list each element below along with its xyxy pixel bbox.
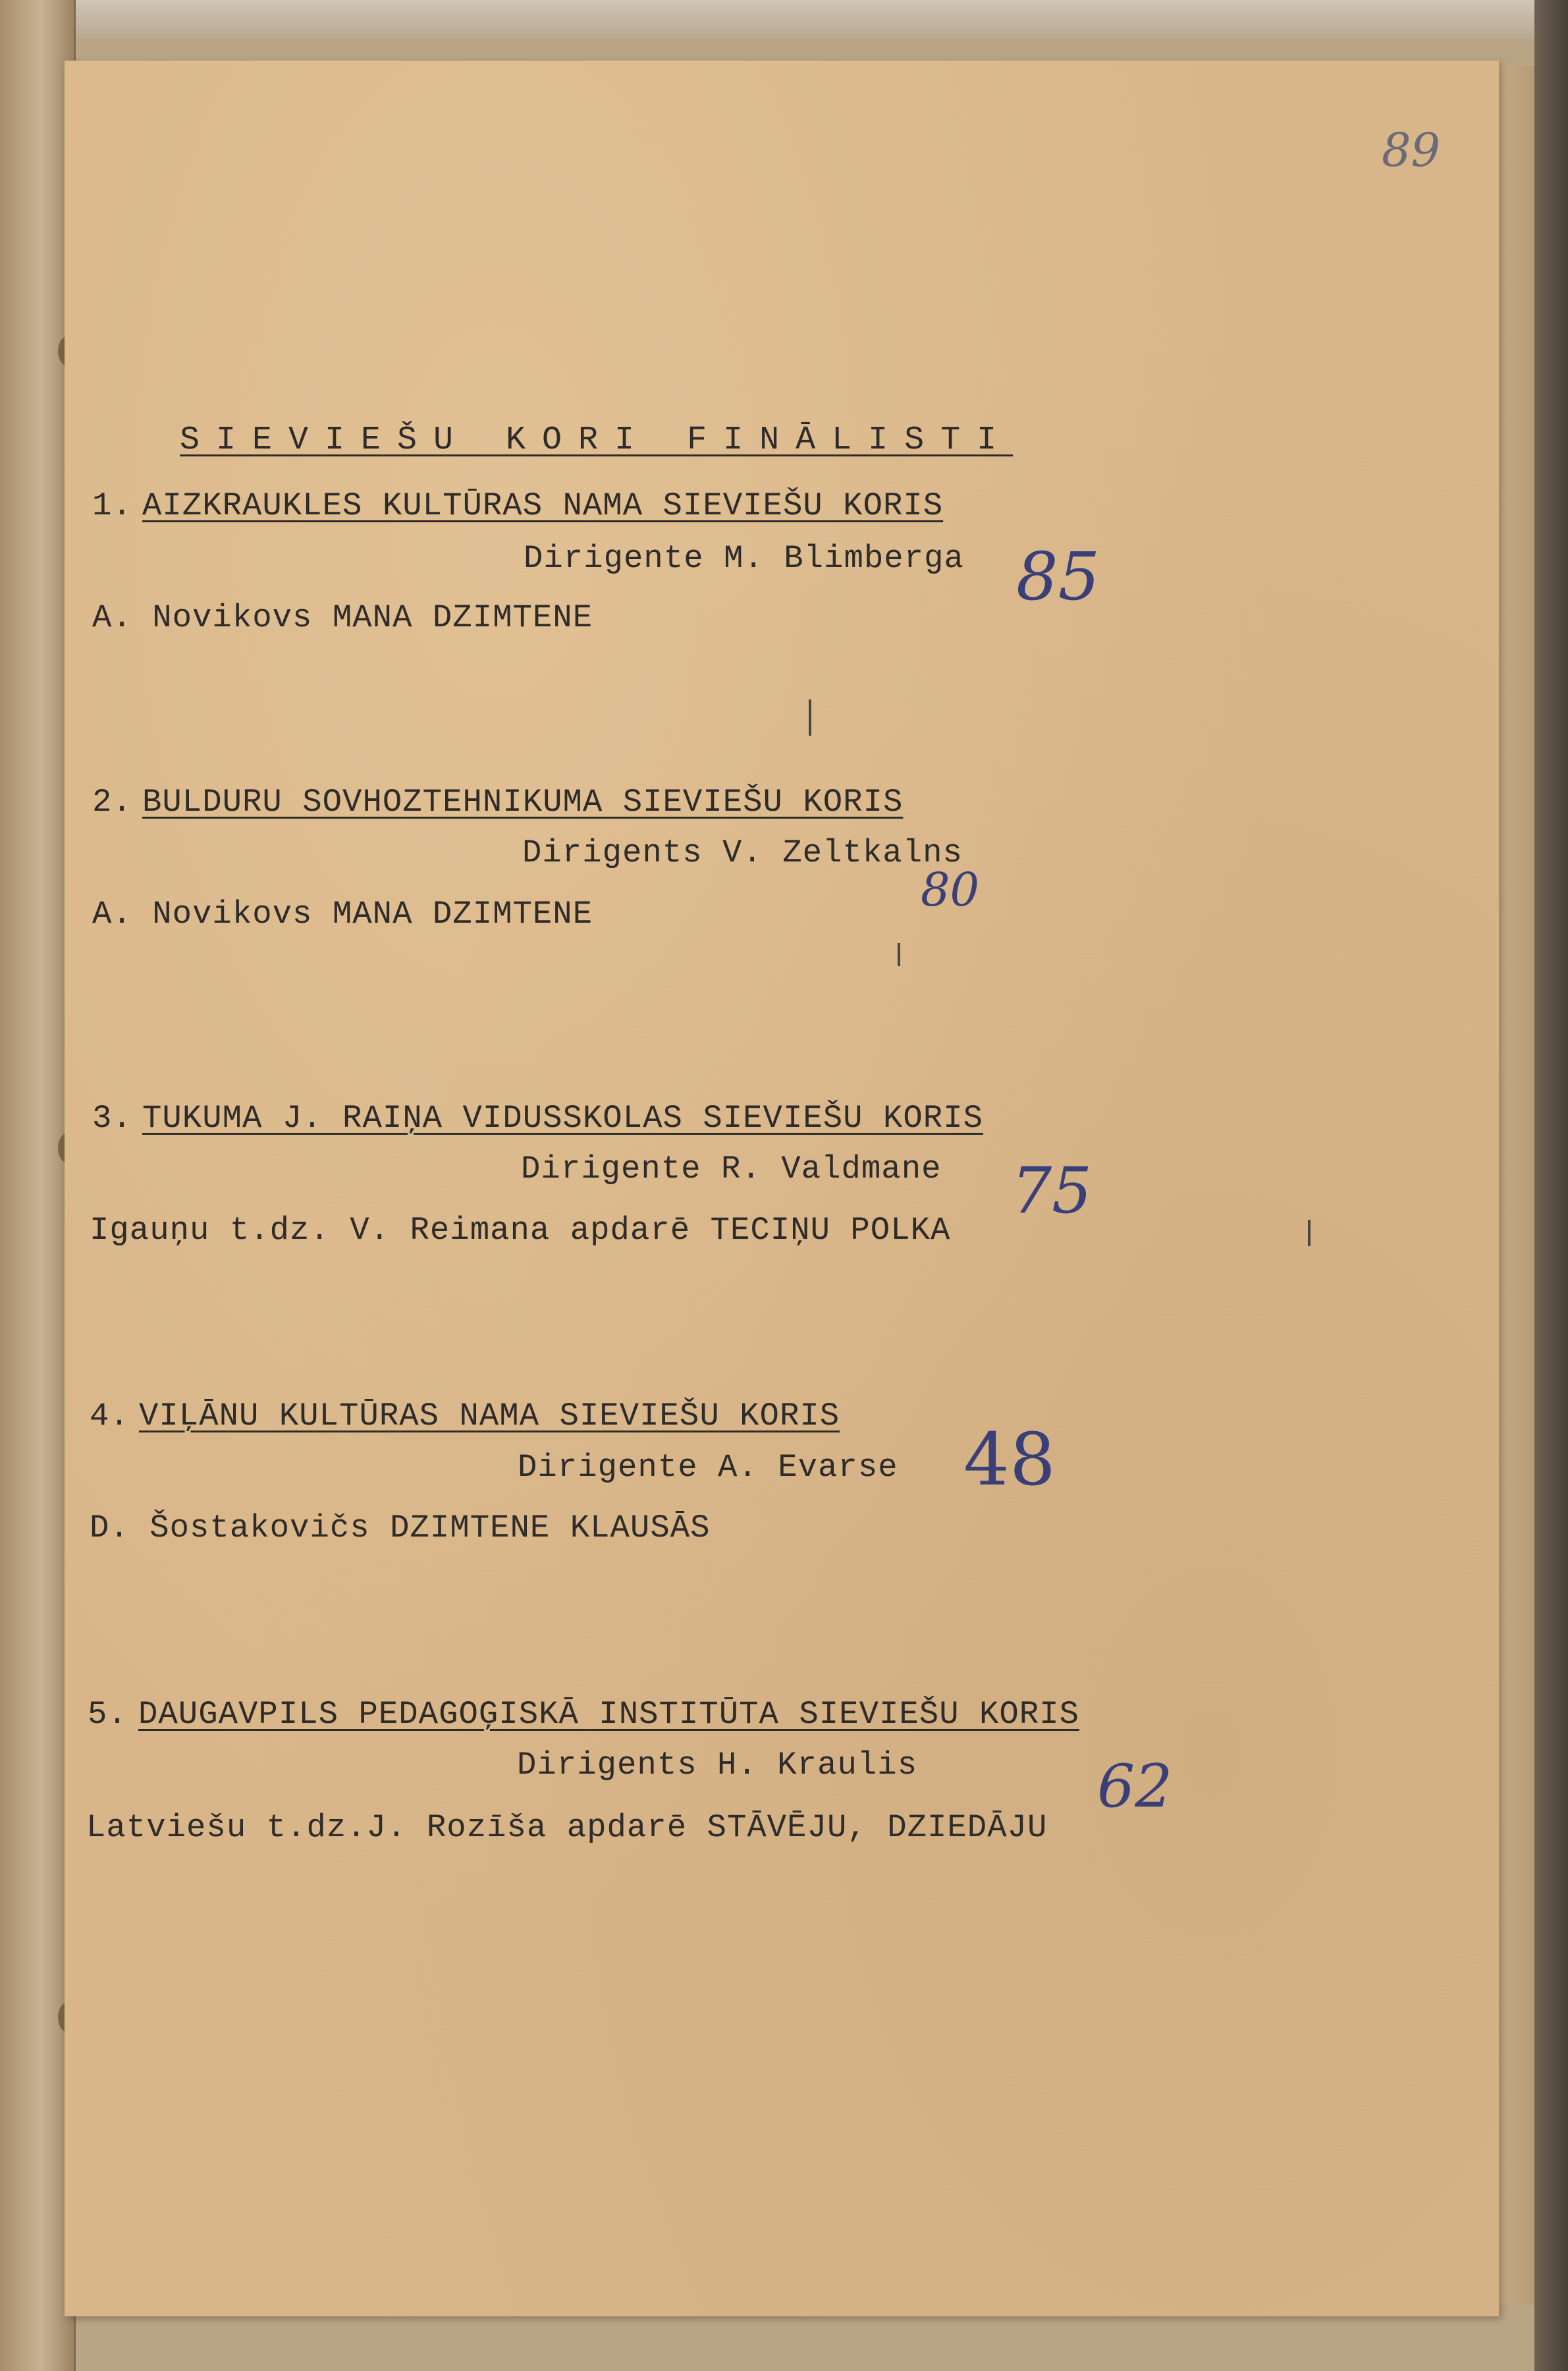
entry-2-number: 2. [92, 784, 132, 821]
top-edge [0, 0, 1568, 40]
right-edge-shadow [1534, 0, 1568, 2371]
entry-1-piece: A. Novikovs MANA DZIMTENE [92, 599, 593, 636]
page-heading: SIEVIEŠU KORI FINĀLISTI [180, 422, 1014, 459]
entry-2-conductor: Dirigents V. Zeltkalns [522, 834, 963, 871]
page-number: 89 [1382, 123, 1441, 177]
entry-1-choir: AIZKRAUKLES KULTŪRAS NAMA SIEVIEŠU KORIS [142, 487, 944, 524]
entry-3-choir: TUKUMA J. RAIŅA VIDUSSKOLAS SIEVIEŠU KORIS [142, 1100, 984, 1137]
entry-4-number: 4. [90, 1398, 130, 1434]
entry-2-piece: A. Novikovs MANA DZIMTENE [92, 896, 593, 933]
entry-1-score: 85 [1016, 538, 1100, 615]
entry-5-piece: Latviešu t.dz.J. Rozīša apdarē STĀVĒJU, DZIEDĀJU [86, 1809, 1048, 1846]
entry-2-choir: BULDURU SOVHOZTEHNIKUMA SIEVIEŠU KORIS [142, 784, 904, 821]
entry-1-number: 1. [92, 487, 132, 524]
entry-3-conductor: Dirigente R. Valdmane [521, 1151, 942, 1187]
pen-mark [809, 699, 811, 736]
pen-mark [898, 943, 900, 966]
entry-4-conductor: Dirigente A. Evarse [518, 1449, 898, 1486]
entry-1-conductor: Dirigente M. Blimberga [524, 540, 964, 577]
entry-4-piece: D. Šostakovičs DZIMTENE KLAUSĀS [90, 1510, 711, 1546]
entry-4-choir: VIĻĀNU KULTŪRAS NAMA SIEVIEŠU KORIS [139, 1398, 840, 1434]
entry-2-score: 80 [921, 863, 980, 917]
document-page [65, 61, 1499, 2316]
entry-3-piece: Igauņu t.dz. V. Reimana apdarē TECIŅU POLKA [90, 1212, 951, 1249]
entry-3-number: 3. [92, 1100, 132, 1137]
entry-5-number: 5. [88, 1696, 128, 1733]
pen-mark [1308, 1220, 1311, 1246]
entry-3-score: 75 [1012, 1154, 1093, 1228]
entry-4-score: 48 [963, 1417, 1056, 1502]
entry-5-score: 62 [1097, 1752, 1173, 1821]
entry-5-conductor: Dirigents H. Kraulis [517, 1747, 918, 1784]
entry-5-choir: DAUGAVPILS PEDAGOĢISKĀ INSTITŪTA SIEVIEŠU KORIS [138, 1696, 1080, 1733]
